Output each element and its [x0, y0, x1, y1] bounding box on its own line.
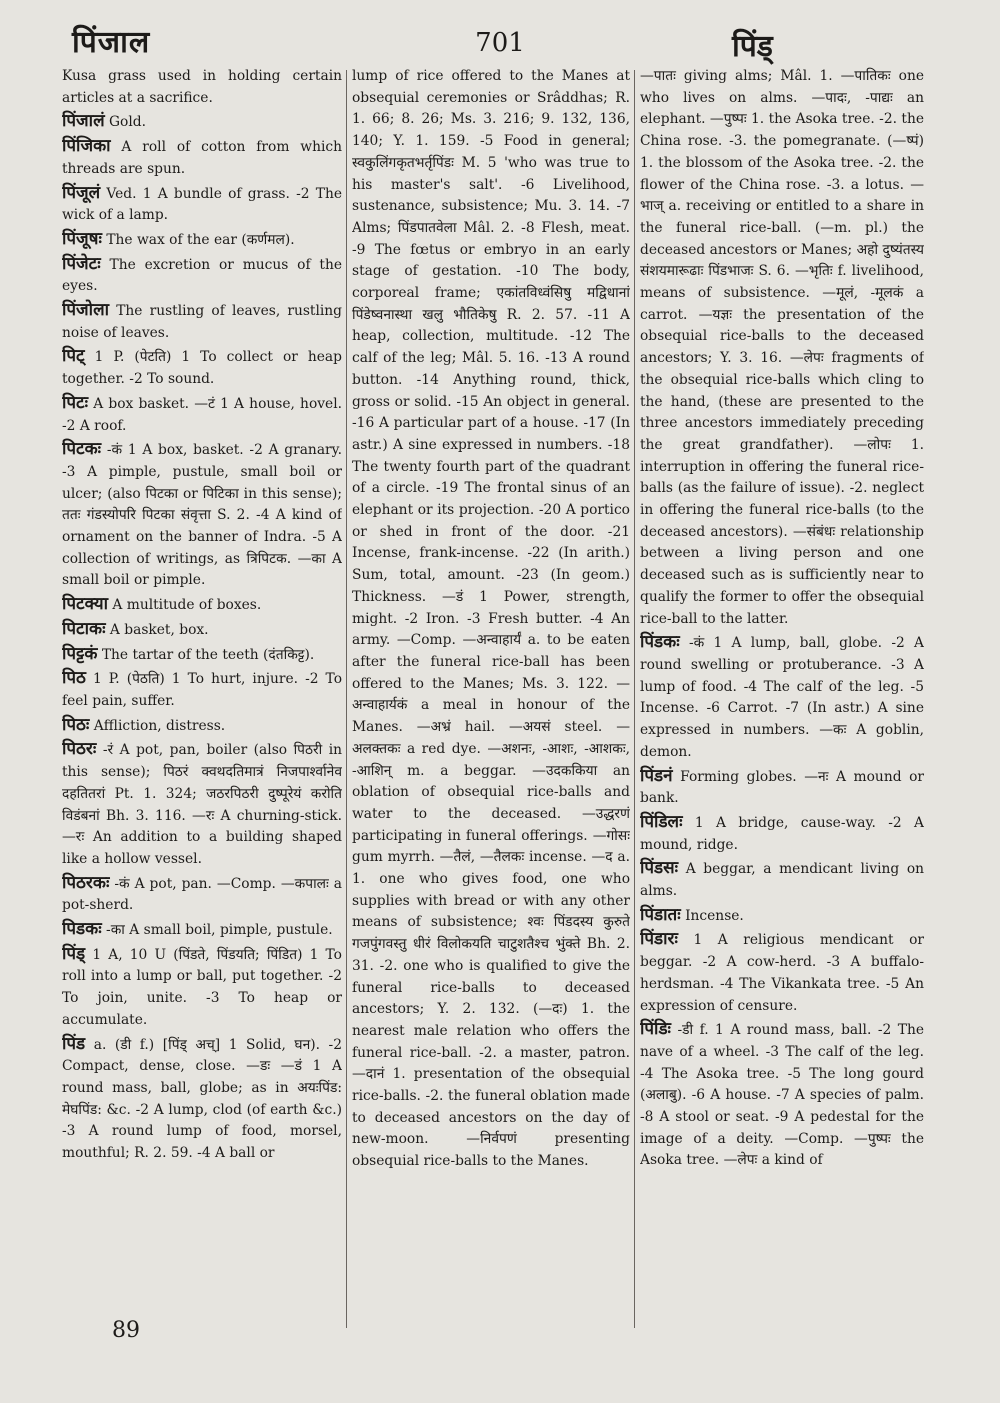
headword: पिंजूलं — [62, 182, 101, 203]
dictionary-entry — [62, 873, 342, 917]
headword: पिंड् — [62, 943, 86, 964]
headword: पिंजूषः — [62, 228, 102, 249]
dictionary-entry — [62, 715, 342, 738]
dictionary-entry — [62, 300, 342, 344]
headword: पिंडिलः — [640, 811, 683, 832]
headword: पिंड — [62, 1033, 86, 1054]
headword: पिटः — [62, 392, 89, 413]
headword: पिंजालं — [62, 111, 105, 132]
headword: पिठः — [62, 714, 90, 735]
column-rule — [634, 70, 635, 1328]
definition-text: Ved. 1 A bundle of grass. -2 The wick of a lamp. — [62, 185, 342, 224]
header-guide-word-right: पिंड् — [732, 29, 773, 64]
dictionary-entry — [62, 229, 342, 252]
definition-text: Forming globes. —नः A mound or bank. — [640, 768, 924, 807]
headword: पिंजोला — [62, 300, 110, 321]
dictionary-entry — [640, 858, 924, 902]
dictionary-entry — [62, 919, 342, 942]
dictionary-entry — [62, 136, 342, 180]
definition-text: Incense. — [685, 907, 744, 924]
definition-text: -कं 1 A lump, ball, globe. -2 A round swelling or protuberance. -3 A lump of food. -4 The calf of the leg. -5 Incense. -6 Carrot. -7 (In astr.) A sine expressed in numbers. —कः A goblin, demon. — [640, 635, 924, 760]
headword: पिठ — [62, 668, 86, 689]
headword: पिंडारः — [640, 929, 678, 950]
definition-text: -डी f. 1 A round mass, ball. -2 The nave of a wheel. -3 The calf of the leg. -4 The Asoka tree. -5 The long gourd (अलाबु). -6 A house. -7 A species of palm. -8 A stool or seat. -9 A pedestal for the image of a deity. —Comp. —पुष्पः the Asoka tree. —लेपः a kind of — [640, 1022, 924, 1169]
dictionary-entry — [640, 929, 924, 1017]
headword: पिंडिः — [640, 1019, 671, 1040]
headword: पिटक्या — [62, 594, 108, 615]
entry-continuation — [352, 66, 630, 1173]
headword: पिंजेटः — [62, 253, 101, 274]
definition-text: The wax of the ear (कर्णमल). — [106, 231, 295, 248]
dictionary-entry — [62, 1034, 342, 1165]
headword: पिंडनं — [640, 765, 673, 786]
dictionary-entry — [62, 111, 342, 134]
headword: पिटकः — [62, 439, 102, 460]
headword: पिंडकः — [640, 632, 680, 653]
entry-continuation — [640, 66, 924, 630]
definition-text: -कं A pot, pan. —Comp. —कपालः a pot-sherd. — [62, 875, 342, 914]
definition-text: Affliction, distress. — [93, 717, 226, 734]
entry-continuation — [62, 66, 342, 109]
definition-text: 1 P. (पेठति) 1 To hurt, injure. -2 To feel pain, suffer. — [62, 671, 342, 709]
definition-text: 1 A religious mendicant or beggar. -2 A cow-herd. -3 A buffalo-herdsman. -4 The Vikankata tree. -5 An expression of censure. — [640, 932, 924, 1014]
definition-text: The rustling of leaves, rustling noise of leaves. — [62, 303, 342, 341]
definition-text: a. (डी f.) [पिंड् अच्] 1 Solid, घन). -2 Compact, dense, close. —डः —डं 1 A round mass, ball, globe; as in अयःपिंड: मेघपिंड: &c. -2 A lump, clod (of earth &c.) -3 A round lump of food, morsel, mouthful; R. 2. 59. -4 A ball or — [62, 1036, 342, 1162]
header-guide-word-left: पिंजाल — [72, 25, 151, 60]
headword: पिठरकः — [62, 872, 110, 893]
column-rule — [346, 70, 347, 1328]
definition-text: 1 A bridge, cause-way. -2 A mound, ridge. — [640, 814, 924, 853]
headword: पिटाकः — [62, 618, 106, 639]
definition-text: -कं 1 A box, basket. -2 A granary. -3 A pimple, pustule, small boil or ulcer; (also पिटका or पिटिका in this sense); ततः गंडस्योपरि पिटका संवृत्ता S. 2. -4 A kind of ornament on the banner of Indra. -5 A collection of writings, as त्रिपिटक. —का A small boil or pimple. — [62, 442, 342, 589]
definition-text: 1 A, 10 U (पिंडते, पिंडयति; पिंडित) 1 To roll into a lump or ball, put together. -2 To join, unite. -3 To heap or accumulate. — [62, 946, 342, 1028]
dictionary-entry — [640, 766, 924, 810]
definition-text: —पातः giving alms; Mâl. 1. —पातिकः one who lives on alms. —पादः, -पाद्यः an elephant. —पुष्पः 1. the Asoka tree. -2. the China rose. -3. the pomegranate. (—ष्पं) 1. the blossom of the Asoka tree. -2. the flower of the China rose. -3. a lotus. —भाज् a. receiving or entitled to a share in the funeral rice-ball. (—m. pl.) the deceased ancestors or Manes; अहो दुष्यंतस्य संशयमारूढाः पिंडभाजः S. 6. —भृतिः f. livelihood, means of subsistence. —मूलं, -मूलकं a carrot. —यज्ञः the presentation of the obsequial rice-balls to the deceased ancestors; Y. 3. 16. —लेपः fragments of the obsequial rice-balls which cling to the hand, (these are presented to the three ancestors immediately preceding the great grandfather). —लोपः 1. interruption in offering the funeral rice-balls (as the failure of issue). -2. neglect in offering the funeral rice-balls (to the deceased ancestors). —संबंधः relationship between a living person and one deceased such as is sufficiently near to qualify the former to offer the obsequial rice-ball to the latter. — [640, 68, 924, 627]
dictionary-entry — [640, 1019, 924, 1172]
definition-text: A basket, box. — [109, 621, 209, 638]
headword: पिंडसः — [640, 858, 679, 879]
dictionary-entry — [62, 183, 342, 227]
dictionary-entry — [62, 644, 342, 667]
column-3 — [640, 66, 924, 1331]
dictionary-entry — [62, 944, 342, 1032]
headword: पिट् — [62, 346, 85, 367]
dictionary-entry — [62, 739, 342, 870]
definition-text: 1 P. (पेटति) 1 To collect or heap together. -2 To sound. — [62, 349, 342, 388]
dictionary-entry — [62, 619, 342, 642]
dictionary-entry — [62, 668, 342, 712]
column-2 — [352, 66, 630, 1331]
headword: पिंडातः — [640, 904, 681, 925]
dictionary-entry — [62, 346, 342, 390]
dictionary-entry — [640, 632, 924, 763]
definition-text: A multitude of boxes. — [112, 597, 262, 614]
dictionary-entry — [62, 254, 342, 298]
column-1 — [62, 66, 342, 1331]
headword: पिंजिका — [62, 136, 111, 157]
dictionary-entry — [62, 393, 342, 437]
definition-text: A beggar, a mendicant living on alms. — [640, 861, 924, 900]
definition-text: -रं A pot, pan, boiler (also पिठरी in this sense); पिठरं क्वथदतिमात्रं निजपार्श्वानेव दहतितरां Pt. 1. 324; जठरपिठरी दुष्पूरेयं करोति विडंबनां Bh. 3. 116. —रः A churning-stick. —रः An addition to a building shaped like a hollow vessel. — [62, 742, 342, 867]
dictionary-entry — [62, 439, 342, 592]
definition-text: A box basket. —टं 1 A house, hovel. -2 A roof. — [62, 395, 342, 434]
definition-text: Kusa grass used in holding certain articles at a sacrifice. — [62, 68, 342, 106]
definition-text: The tartar of the teeth (दंतकिट्ट). — [101, 646, 315, 663]
definition-text: A roll of cotton from which threads are spun. — [62, 139, 342, 177]
definition-text: -का A small boil, pimple, pustule. — [106, 922, 333, 939]
dictionary-entry — [640, 812, 924, 856]
definition-text: Gold. — [109, 114, 146, 131]
headword: पिडकः — [62, 919, 102, 940]
definition-text: The excretion or mucus of the eyes. — [62, 256, 342, 295]
headword: पिठरः — [62, 739, 97, 760]
page-number: 701 — [475, 28, 525, 58]
dictionary-entry — [62, 594, 342, 617]
dictionary-entry — [640, 905, 924, 928]
signature-mark: 89 — [112, 1318, 140, 1343]
definition-text: lump of rice offered to the Manes at obsequial ceremonies or Srâddhas; R. 1. 66; 8. 26; Ms. 3. 216; 9. 132, 136, 140; Y. 1. 159. -5 Food in general; स्वकुलिंगकृतभर्तृपिंडः M. 5 'who was true to his master's salt'. -6 Livelihood, sustenance, subsistence; Mu. 3. 14. -7 Alms; पिंडपातवेला Mâl. 2. -8 Flesh, meat. -9 The fœtus or embryo in an early stage of gestation. -10 The body, corporeal frame; एकांतविध्वंसिषु मद्विधानां पिंडेष्वनास्था खलु भौतिकेषु R. 2. 57. -11 A heap, collection, multitude. -12 The calf of the leg; Mâl. 5. 16. -13 A round button. -14 Anything round, thick, gross or solid. -15 An object in general. -16 A particular part of a house. -17 (In astr.) A sine expressed in numbers. -18 The twenty fourth part of the quadrant of a circle. -19 The frontal sinus of an elephant or its projection. -20 A portico or shed in front of the door. -21 Incense, frank-incense. -22 (In arith.) Sum, total, amount. -23 (In geom.) Thickness. —डं 1 Power, strength, might. -2 Iron. -3 Fresh butter. -4 An army. —Comp. —अन्वाहार्यं a. to be eaten after the funeral rice-ball has been offered to the Manes; Ms. 3. 122. —अन्वाहार्यकं a meal in honour of the Manes. —अभ्रं hail. —अयसं steel. —अलक्तकः a red dye. —अशनः, -आशः, -आशकः, -आशिन् m. a beggar. —उदककिया an oblation of obsequial rice-balls and water to the deceased. —उद्धरणं participating in funeral offerings. —गोसः gum myrrh. —तैलं, —तैलकः incense. —द a. 1. one who gives food, one who supplies with bread or with any other means of subsistence; श्वः पिंडदस्य कुरुते गजपुंगवस्तु धीरं विलोकयति चाटुशतैश्च भुंक्ते Bh. 2. 31. -2. one who is qualified to give the funeral rice-balls to deceased ancestors; Y. 2. 132. (—दः) 1. the nearest male relation who offers the funeral rice-ball. -2. a master, patron. —दानं 1. presentation of the obsequial rice-balls. -2. the funeral oblation made to deceased ancestors on the day of new-moon. —निर्वपणं presenting obsequial rice-balls to the Manes. — [352, 68, 630, 1170]
headword: पिट्टकं — [62, 643, 98, 664]
